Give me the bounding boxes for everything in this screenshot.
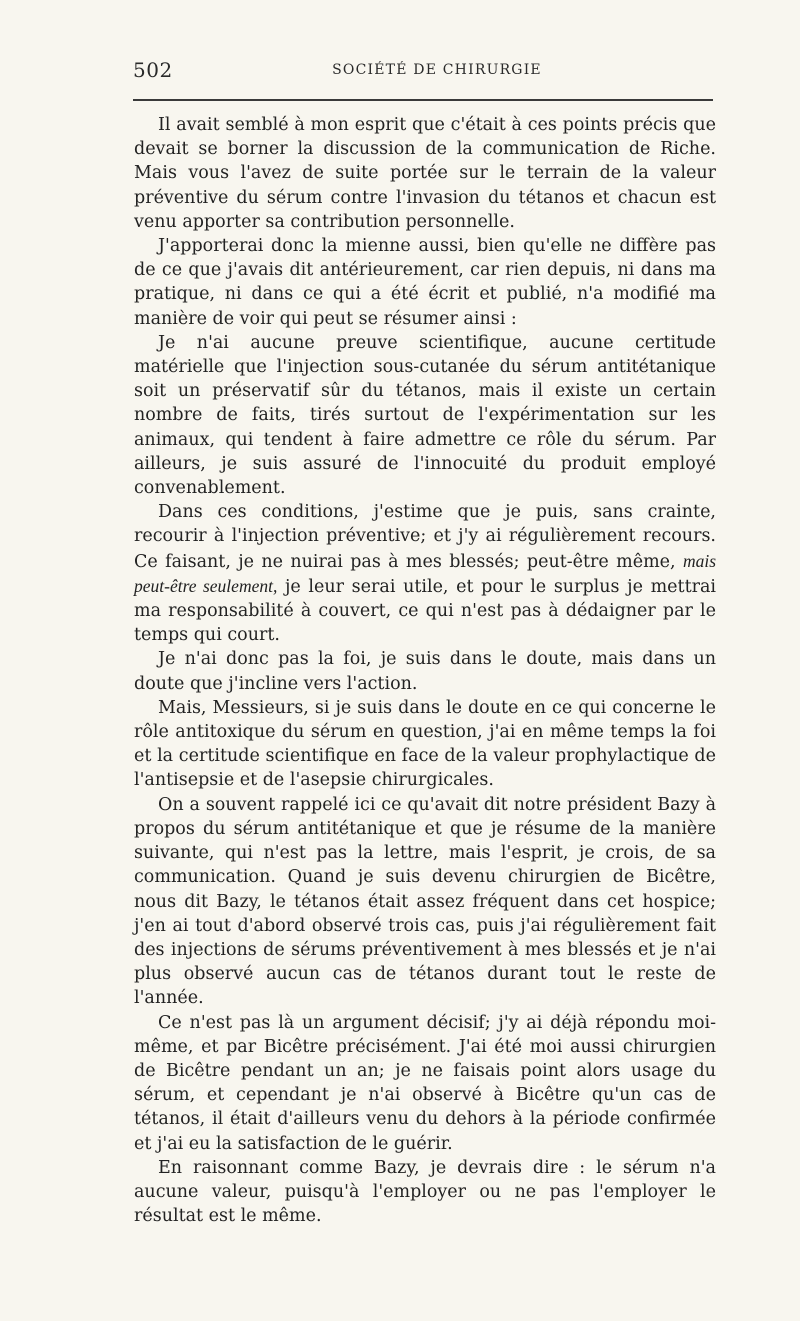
- paragraph: [134, 500, 716, 647]
- paragraph: Mais, Messieurs, si je suis dans le doute en ce qui concerne le rôle antitoxique du sérum en question, j'ai en même temps la foi et la certitude scientifique en face de la valeur prophylactique de l'antisepsie et de l'asepsie chirurgicales.: [134, 697, 716, 791]
- paragraph: Il avait semblé à mon esprit que c'était à ces points précis que devait se borner la discussion de la communication de Riche. Mais vous l'avez de suite portée sur le terrain de la valeur préventive du sérum contre l'invasion du tétanos et chacun est venu apporter sa contribution personnelle.: [134, 115, 716, 232]
- paragraph: Je n'ai donc pas la foi, je suis dans le doute, mais dans un doute que j'incline vers l'action.: [134, 649, 716, 694]
- header-rule: [133, 99, 713, 101]
- body-text: [134, 113, 716, 1228]
- paragraph: Ce n'est pas là un argument décisif; j'y ai déjà répondu moi-même, et par Bicêtre précisément. J'ai été moi aussi chirurgien de Bicêtre pendant un an; je ne faisais point alors usage du sérum, et cependant je n'ai observé à Bicêtre qu'un cas de tétanos, il était d'ailleurs venu du dehors à la période confirmée et j'ai eu la satisfaction de le guérir.: [134, 1012, 716, 1154]
- paragraph-text: je leur serai utile, et pour le surplus je mettrai ma responsabilité à couvert, ce qui n'est pas à dédaigner par le temps qui court.: [134, 576, 716, 646]
- paragraph: En raisonnant comme Bazy, je devrais dire : le sérum n'a aucune valeur, puisqu'à l'employer ou ne pas l'employer le résultat est le même.: [134, 1157, 716, 1227]
- running-title: SOCIÉTÉ DE CHIRURGIE: [332, 62, 542, 78]
- paragraph: On a souvent rappelé ici ce qu'avait dit notre président Bazy à propos du sérum antitétanique et que je résume de la manière suivante, qui n'est pas la lettre, mais l'esprit, je crois, de sa communication. Quand je suis devenu chirurgien de Bicêtre, nous dit Bazy, le tétanos était assez fréquent dans cet hospice; j'en ai tout d'abord observé trois cas, puis j'ai régulièrement fait des injections de sérums préventivement à mes blessés et je n'ai plus observé aucun cas de tétanos durant tout le reste de l'année.: [134, 794, 716, 1009]
- paragraph: Je n'ai aucune preuve scientifique, aucune certitude matérielle que l'injection sous-cutanée du sérum antitétanique soit un préservatif sûr du tétanos, mais il existe un certain nombre de faits, tirés surtout de l'expérimentation sur les animaux, qui tendent à faire admettre ce rôle du sérum. Par ailleurs, je suis assuré de l'innocuité du produit employé convenablement.: [134, 332, 716, 499]
- page-number: 502: [133, 58, 173, 82]
- italic-phrase: mais peut-être seulement,: [134, 550, 716, 596]
- running-head: [133, 58, 713, 88]
- paragraph: J'apporterai donc la mienne aussi, bien qu'elle ne diffère pas de ce que j'avais dit antérieurement, car rien depuis, ni dans ma pratique, ni dans ce qui a été écrit et publié, n'a modifié ma manière de voir qui peut se résumer ainsi :: [134, 236, 716, 329]
- paragraph-text: Dans ces conditions, j'estime que je puis, sans crainte, recourir à l'injection préventive; et j'y ai régulièrement recours. Ce faisant, je ne nuirai pas à mes blessés; peut-être même,: [134, 502, 716, 572]
